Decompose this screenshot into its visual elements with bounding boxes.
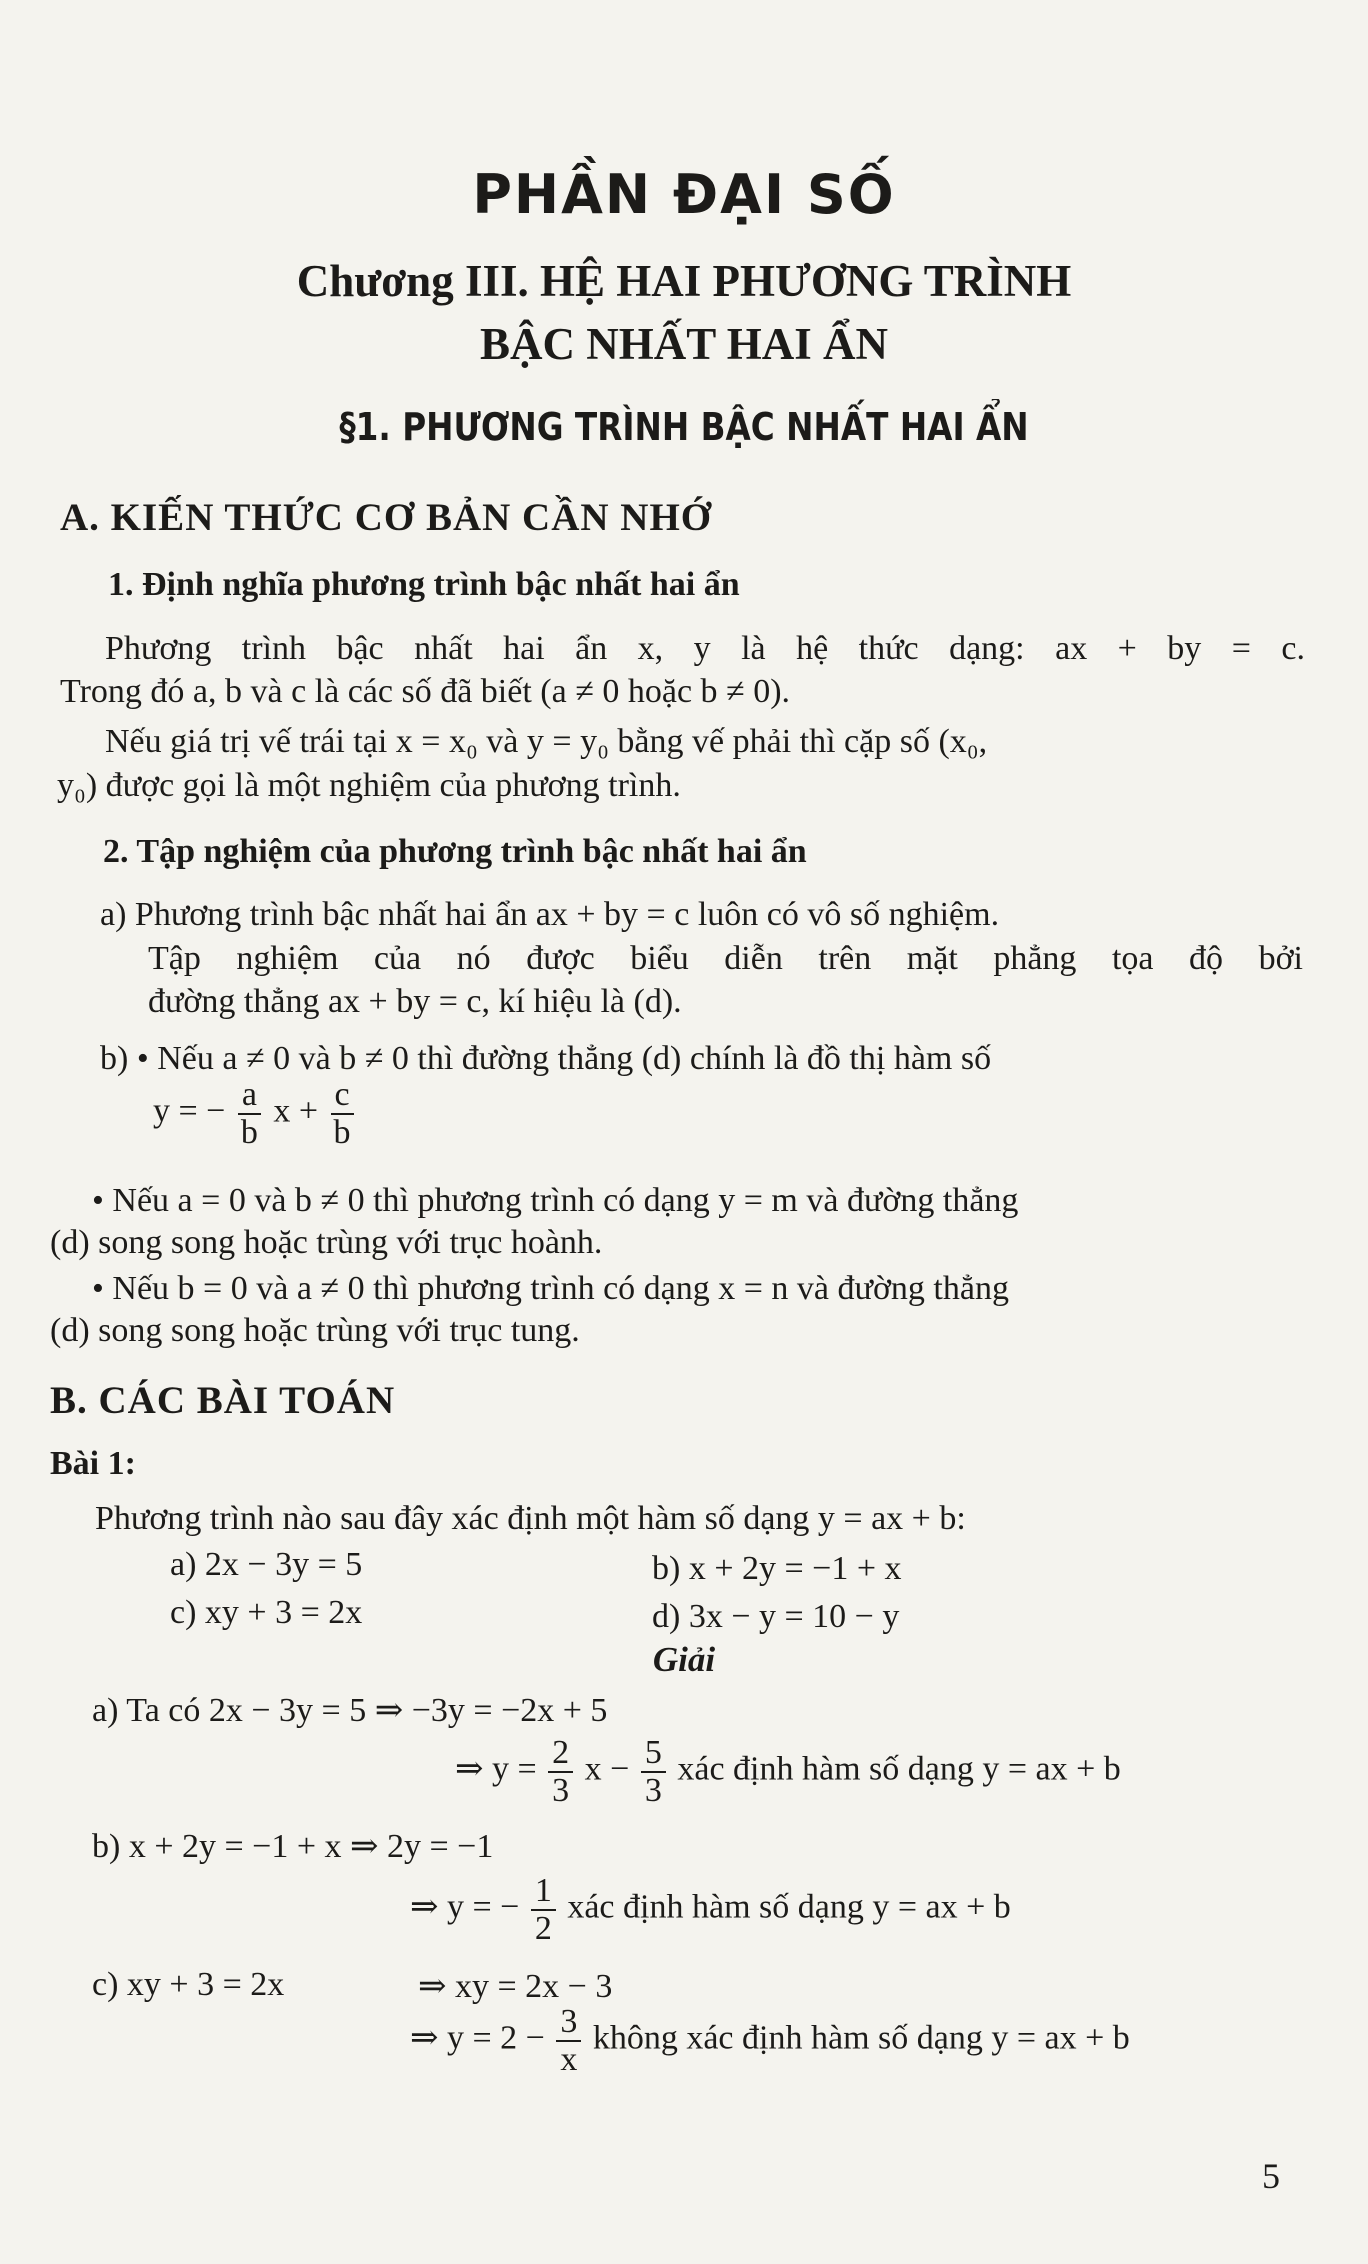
bullet-b-zero-line2: (d) song song hoặc trùng với trục tung. [50,1312,580,1349]
fraction-numerator: 1 [531,1873,556,1911]
solution-a-line2 [455,1735,1121,1808]
solution-a-conclusion: xác định hàm số dạng y = ax + b [677,1750,1121,1788]
fraction-denominator: x [560,2040,578,2078]
fraction-numerator: c [331,1077,354,1115]
graph-formula [153,1077,358,1150]
formula-lhs: y = − [153,1092,226,1130]
solution-set-b-line1: b) • Nếu a ≠ 0 và b ≠ 0 thì đường thẳng (d) chính là đồ thị hàm số [100,1040,992,1077]
fraction-numerator: 3 [556,2004,581,2042]
definition-text-line1: Phương trình bậc nhất hai ẩn x, y là hệ thức dạng: ax + by = c. [105,630,1305,667]
chapter-title-line1: Chương III. HỆ HAI PHƯƠNG TRÌNH [296,256,1072,306]
solution-definition-line2: y₀) được gọi là một nghiệm của phương trình. [57,767,681,804]
solution-definition-line1: Nếu giá trị vế trái tại x = x₀ và y = y₀ bằng vế phải thì cặp số (x₀, [105,723,988,760]
fraction-5-over-3 [641,1735,666,1808]
part-title: PHẦN ĐẠI SỐ [472,163,896,226]
solution-b-conclusion: xác định hàm số dạng y = ax + b [567,1888,1011,1926]
fraction-c-over-b [330,1077,355,1150]
page-number: 5 [1262,2156,1280,2196]
solution-a-mid: x − [584,1750,630,1788]
option-d: d) 3x − y = 10 − y [652,1598,900,1635]
formula-mid: x + [273,1092,319,1130]
fraction-numerator: a [238,1077,261,1115]
solution-set-a-line1: a) Phương trình bậc nhất hai ẩn ax + by = c luôn có vô số nghiệm. [100,896,1000,933]
fraction-3-over-x [556,2004,581,2077]
exercise-question: Phương trình nào sau đây xác định một hàm số dạng y = ax + b: [95,1500,966,1537]
exercise-label: Bài 1: [50,1445,136,1482]
section-title: §1. PHƯƠNG TRÌNH BẬC NHẤT HAI ẨN [339,405,1029,449]
chapter-title-line2: BẬC NHẤT HAI ẨN [480,319,888,369]
section-b-heading: B. CÁC BÀI TOÁN [50,1379,396,1422]
definition-heading: 1. Định nghĩa phương trình bậc nhất hai ẩn [108,566,740,603]
fraction-1-over-2 [531,1873,556,1946]
fraction-denominator: 2 [534,1909,552,1947]
solution-c-line1-right: ⇒ xy = 2x − 3 [418,1968,613,2005]
bullet-a-zero-line2: (d) song song hoặc trùng với trục hoành. [50,1224,603,1261]
solution-c-line1: c) xy + 3 = 2x [92,1966,285,2003]
fraction-denominator: 3 [644,1771,662,1809]
solution-set-a-line3: đường thẳng ax + by = c, kí hiệu là (d). [148,983,682,1020]
solution-set-heading: 2. Tập nghiệm của phương trình bậc nhất hai ẩn [103,833,807,870]
fraction-numerator: 5 [641,1735,666,1773]
fraction-denominator: b [333,1113,351,1151]
solution-b-lhs: ⇒ y = − [410,1888,520,1926]
fraction-denominator: 3 [552,1771,570,1809]
fraction-denominator: b [240,1113,258,1151]
solution-b-line2 [410,1873,1011,1946]
solution-a-line1: a) Ta có 2x − 3y = 5 ⇒ −3y = −2x + 5 [92,1692,608,1729]
solution-b-line1: b) x + 2y = −1 + x ⇒ 2y = −1 [92,1828,494,1865]
solution-c-lhs: ⇒ y = 2 − [410,2019,545,2057]
option-a: a) 2x − 3y = 5 [170,1546,363,1583]
fraction-2-over-3 [548,1735,573,1808]
fraction-a-over-b [237,1077,262,1150]
section-a-heading: A. KIẾN THỨC CƠ BẢN CẦN NHỚ [60,496,713,539]
fraction-numerator: 2 [548,1735,573,1773]
solution-label: Giải [652,1640,716,1679]
solution-c-line2 [410,2004,1130,2077]
solution-set-a-line2: Tập nghiệm của nó được biểu diễn trên mặt phẳng tọa độ bởi [148,940,1303,977]
solution-a-lhs: ⇒ y = [455,1750,537,1788]
option-c: c) xy + 3 = 2x [170,1594,363,1631]
bullet-b-zero-line1: • Nếu b = 0 và a ≠ 0 thì phương trình có dạng x = n và đường thẳng [92,1270,1009,1307]
bullet-a-zero-line1: • Nếu a = 0 và b ≠ 0 thì phương trình có dạng y = m và đường thẳng [92,1182,1019,1219]
definition-text-line2: Trong đó a, b và c là các số đã biết (a ≠ 0 hoặc b ≠ 0). [60,673,791,710]
solution-c-conclusion: không xác định hàm số dạng y = ax + b [592,2019,1130,2057]
option-b: b) x + 2y = −1 + x [652,1550,902,1587]
